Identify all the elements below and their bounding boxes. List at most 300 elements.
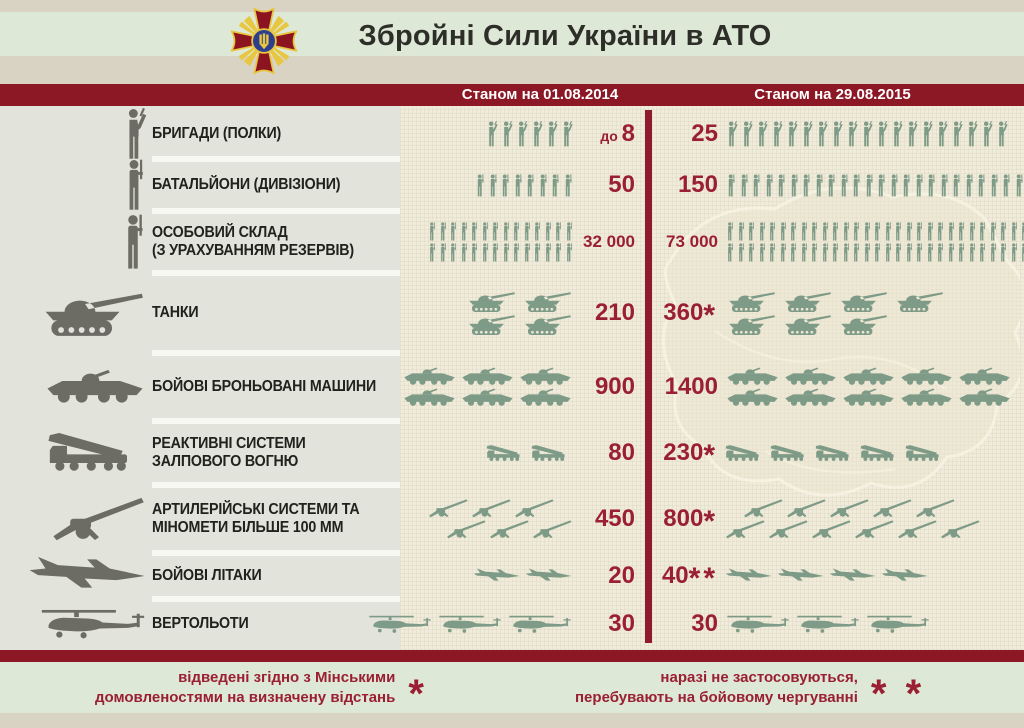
soldier-icon bbox=[914, 243, 924, 262]
artillery-icon bbox=[725, 520, 766, 539]
tank-icon bbox=[837, 314, 889, 335]
soldier-icon bbox=[988, 174, 1000, 197]
artillery-icon bbox=[743, 499, 784, 518]
mlrs-label bbox=[152, 421, 400, 485]
tank-icon bbox=[781, 314, 833, 335]
soldier-raised-icon bbox=[515, 121, 528, 147]
page-title: Збройні Сили України в АТО bbox=[358, 20, 772, 52]
jet-icon bbox=[777, 568, 825, 584]
apcs-2015-value bbox=[660, 373, 718, 401]
soldier-icon bbox=[553, 243, 563, 262]
personnel-2014-value bbox=[573, 232, 645, 252]
artillery-icon bbox=[940, 520, 981, 539]
mlrs-icon bbox=[725, 445, 767, 462]
category-label-line: БОЙОВІ БРОНЬОВАНІ МАШИНИ bbox=[152, 377, 377, 395]
soldier-icon bbox=[914, 222, 924, 241]
pictogram-row bbox=[725, 243, 1024, 262]
tank-icon bbox=[781, 291, 833, 312]
soldier-icon bbox=[950, 174, 962, 197]
soldier-icon bbox=[862, 222, 872, 241]
soldier-icon bbox=[522, 222, 532, 241]
helicopters-2015-pictograms bbox=[725, 614, 931, 635]
soldier-icon bbox=[904, 243, 914, 262]
soldier-icon bbox=[925, 174, 937, 197]
pictogram-row bbox=[725, 291, 945, 312]
artillery-icon bbox=[51, 497, 147, 542]
column-header-2015: Станом на 29.08.2015 bbox=[754, 86, 911, 103]
soldier-raised-icon bbox=[905, 121, 918, 147]
soldier-icon bbox=[480, 243, 490, 262]
value-number: 30 bbox=[691, 610, 718, 637]
tank-icon bbox=[521, 314, 573, 335]
helicopters-2015-cell bbox=[652, 610, 1024, 638]
pictogram-row bbox=[402, 388, 573, 407]
mlrs-icon bbox=[770, 445, 812, 462]
soldier-raised-icon bbox=[785, 121, 798, 147]
personnel-2014-pictograms bbox=[427, 222, 573, 262]
apc-icon bbox=[841, 367, 896, 386]
soldier-icon bbox=[736, 243, 746, 262]
artillery-icon bbox=[514, 499, 555, 518]
apcs-2014-value bbox=[573, 373, 645, 401]
artillery-2014-value bbox=[573, 505, 645, 533]
soldier-icon bbox=[820, 222, 830, 241]
jet-icon bbox=[881, 568, 929, 584]
soldier-icon bbox=[913, 174, 925, 197]
mlrs-2015-cell bbox=[652, 439, 1024, 472]
category-label-line: БОЙОВІ ЛІТАКИ bbox=[152, 566, 262, 584]
tanks-label bbox=[152, 273, 400, 353]
mlrs-category-icon-cell bbox=[0, 433, 152, 473]
apc-icon bbox=[783, 367, 838, 386]
soldier-icon bbox=[490, 243, 500, 262]
apcs-2015-cell bbox=[652, 367, 1024, 407]
brigades-2014-cell bbox=[400, 120, 645, 148]
mlrs-icon bbox=[905, 445, 947, 462]
jets-2014-value bbox=[573, 562, 645, 590]
soldier-icon bbox=[975, 174, 987, 197]
artillery-icon bbox=[915, 499, 956, 518]
soldier-raised-icon bbox=[995, 121, 1008, 147]
soldier-icon bbox=[900, 174, 912, 197]
row-mlrs bbox=[0, 421, 1024, 485]
row-helicopters bbox=[0, 599, 1024, 649]
soldier-icon bbox=[532, 222, 542, 241]
value-number: 800 bbox=[663, 505, 704, 532]
tanks-2015-value bbox=[660, 299, 718, 332]
pictogram-row bbox=[465, 314, 573, 335]
value-number: 360 bbox=[663, 299, 704, 326]
soldier-raised-icon bbox=[875, 121, 888, 147]
apcs-category-icon-cell bbox=[0, 369, 152, 405]
soldier-icon bbox=[998, 243, 1008, 262]
artillery-icon bbox=[446, 520, 487, 539]
soldier-icon bbox=[988, 243, 998, 262]
soldier-raised-icon bbox=[935, 121, 948, 147]
mlrs-icon bbox=[531, 445, 573, 462]
soldier-icon bbox=[841, 222, 851, 241]
soldier-raised-icon bbox=[920, 121, 933, 147]
tanks-2014-cell bbox=[400, 291, 645, 335]
soldier-icon bbox=[1000, 174, 1012, 197]
mlrs-2014-pictograms bbox=[486, 445, 573, 462]
soldier-icon bbox=[820, 243, 830, 262]
soldier-icon bbox=[427, 243, 437, 262]
footnote-line: перебувають на бойовому чергуванні bbox=[575, 688, 858, 706]
value-number: 1400 bbox=[664, 373, 718, 400]
jet-icon bbox=[725, 568, 773, 584]
tanks-category-icon-cell bbox=[0, 291, 152, 336]
soldier-icon bbox=[838, 174, 850, 197]
soldier-icon bbox=[480, 222, 490, 241]
pictogram-row bbox=[725, 445, 947, 462]
soldier-icon bbox=[725, 243, 735, 262]
soldier-icon bbox=[778, 222, 788, 241]
row-personnel bbox=[0, 211, 1024, 273]
tanks-2014-pictograms bbox=[465, 291, 573, 335]
soldier-raised-icon bbox=[755, 121, 768, 147]
helicopters-2014-cell bbox=[400, 610, 645, 638]
soldier-icon bbox=[977, 243, 987, 262]
apc-icon bbox=[43, 369, 147, 405]
jet-icon bbox=[473, 568, 521, 584]
helicopters-2015-value bbox=[660, 610, 718, 638]
helicopters-category-icon-cell bbox=[0, 607, 152, 642]
brigades-category-icon-cell bbox=[0, 108, 152, 160]
category-label-line: ВЕРТОЛЬОТИ bbox=[152, 614, 249, 632]
apc-icon bbox=[518, 388, 573, 407]
tanks-2014-value bbox=[573, 299, 645, 327]
soldier-icon bbox=[438, 222, 448, 241]
soldier-icon bbox=[1013, 174, 1024, 197]
soldier-raised-icon bbox=[815, 121, 828, 147]
pictogram-row bbox=[427, 222, 573, 241]
soldier-icon bbox=[967, 222, 977, 241]
soldier-raised-icon bbox=[560, 121, 573, 147]
helicopter-icon bbox=[39, 607, 147, 642]
soldier-icon bbox=[850, 174, 862, 197]
soldier-icon bbox=[499, 174, 511, 197]
soldier-icon bbox=[935, 222, 945, 241]
jets-2015-cell bbox=[652, 562, 1024, 595]
soldier-icon bbox=[750, 174, 762, 197]
pictogram-row bbox=[725, 388, 1012, 407]
battalions-label bbox=[152, 159, 400, 211]
category-label-line: БАТАЛЬЙОНИ (ДИВІЗІОНИ) bbox=[152, 175, 341, 193]
soldier-icon bbox=[904, 222, 914, 241]
soldier-icon bbox=[119, 214, 147, 270]
category-label-line: ОСОБОВИЙ СКЛАД bbox=[152, 223, 288, 241]
soldier-icon bbox=[459, 222, 469, 241]
value-number: 80 bbox=[608, 439, 635, 466]
equipment-rows bbox=[0, 106, 1024, 649]
soldier-icon bbox=[977, 222, 987, 241]
soldier-icon bbox=[967, 243, 977, 262]
soldier-icon bbox=[788, 174, 800, 197]
soldier-icon bbox=[799, 243, 809, 262]
soldier-icon bbox=[956, 222, 966, 241]
value-number: 450 bbox=[594, 505, 635, 532]
artillery-2015-cell bbox=[652, 499, 1024, 539]
soldier-icon bbox=[746, 222, 756, 241]
helicopters-label bbox=[152, 599, 400, 649]
soldier-icon bbox=[767, 243, 777, 262]
soldier-icon bbox=[1009, 222, 1019, 241]
asterisk-mark: * bbox=[703, 505, 718, 538]
soldier-icon bbox=[888, 174, 900, 197]
soldier-icon bbox=[872, 222, 882, 241]
value-number: 32 000 bbox=[583, 232, 635, 251]
soldier-icon bbox=[564, 243, 574, 262]
pictogram-row bbox=[485, 121, 573, 147]
soldier-raised-icon bbox=[485, 121, 498, 147]
value-number: 8 bbox=[621, 120, 635, 147]
category-label-line: АРТИЛЕРІЙСЬКІ СИСТЕМИ ТА bbox=[152, 500, 360, 518]
soldier-icon bbox=[1019, 243, 1024, 262]
soldier-icon bbox=[725, 222, 735, 241]
pictogram-row bbox=[486, 445, 573, 462]
tank-icon bbox=[37, 291, 147, 336]
brigades-2015-cell bbox=[652, 120, 1024, 148]
artillery-icon bbox=[428, 499, 469, 518]
artillery-icon bbox=[532, 520, 573, 539]
soldier-icon bbox=[863, 174, 875, 197]
jet-icon bbox=[829, 568, 877, 584]
mlrs-2014-cell bbox=[400, 439, 645, 467]
pictogram-row bbox=[427, 243, 573, 262]
value-number: 50 bbox=[608, 171, 635, 198]
soldier-icon bbox=[549, 174, 561, 197]
soldier-raised-icon bbox=[965, 121, 978, 147]
footer-red-bar bbox=[0, 650, 1024, 662]
category-label-line: ЗАЛПОВОГО ВОГНЮ bbox=[152, 453, 299, 470]
footnote-line: відведені згідно з Мінськими bbox=[178, 669, 396, 686]
personnel-2014-cell bbox=[400, 222, 645, 262]
soldier-raised-icon bbox=[740, 121, 753, 147]
soldier-icon bbox=[946, 222, 956, 241]
row-tanks bbox=[0, 273, 1024, 353]
brigades-2014-value bbox=[573, 120, 645, 148]
soldier-icon bbox=[501, 243, 511, 262]
artillery-icon bbox=[897, 520, 938, 539]
apc-icon bbox=[783, 388, 838, 407]
soldier-icon bbox=[448, 243, 458, 262]
soldier-icon bbox=[809, 222, 819, 241]
pictogram-row bbox=[402, 367, 573, 386]
artillery-2015-pictograms bbox=[725, 499, 981, 539]
apc-icon bbox=[460, 367, 515, 386]
soldier-icon bbox=[1009, 243, 1019, 262]
soldier-icon bbox=[438, 243, 448, 262]
helicopter-icon bbox=[507, 614, 573, 635]
category-label-line: БРИГАДИ (ПОЛКИ) bbox=[152, 124, 282, 142]
soldier-raised-icon bbox=[121, 108, 147, 160]
artillery-icon bbox=[829, 499, 870, 518]
soldier-icon bbox=[925, 243, 935, 262]
battalions-2015-pictograms bbox=[725, 174, 1024, 197]
footnote-minsk-text bbox=[95, 668, 395, 707]
soldier-icon bbox=[757, 243, 767, 262]
soldier-icon bbox=[893, 243, 903, 262]
artillery-icon bbox=[872, 499, 913, 518]
soldier-icon bbox=[875, 174, 887, 197]
soldier-icon bbox=[825, 174, 837, 197]
soldier-raised-icon bbox=[860, 121, 873, 147]
tank-icon bbox=[725, 314, 777, 335]
helicopter-icon bbox=[725, 614, 791, 635]
footnote-line: наразі не застосовуються, bbox=[660, 669, 858, 686]
pictogram-row bbox=[465, 291, 573, 312]
soldier-raised-icon bbox=[530, 121, 543, 147]
soldier-icon bbox=[862, 243, 872, 262]
personnel-2015-value bbox=[660, 232, 718, 252]
value-number: 20 bbox=[608, 562, 635, 589]
mlrs-icon bbox=[860, 445, 902, 462]
tanks-2015-cell bbox=[652, 291, 1024, 335]
value-number: 25 bbox=[691, 120, 718, 147]
soldier-icon bbox=[524, 174, 536, 197]
soldier-raised-icon bbox=[800, 121, 813, 147]
soldier-icon bbox=[830, 243, 840, 262]
helicopter-icon bbox=[437, 614, 503, 635]
soldier-icon bbox=[746, 243, 756, 262]
pictogram-row bbox=[725, 568, 929, 584]
apc-icon bbox=[725, 367, 780, 386]
soldier-icon bbox=[725, 174, 737, 197]
tank-icon bbox=[465, 314, 517, 335]
apc-icon bbox=[841, 388, 896, 407]
soldier-icon bbox=[841, 243, 851, 262]
artillery-2014-cell bbox=[400, 499, 645, 539]
soldier-icon bbox=[851, 243, 861, 262]
battalions-2014-pictograms bbox=[474, 174, 573, 197]
value-number: 73 000 bbox=[666, 232, 718, 251]
apc-icon bbox=[725, 388, 780, 407]
soldier-raised-icon bbox=[500, 121, 513, 147]
soldier-raised-icon bbox=[890, 121, 903, 147]
mlrs-icon bbox=[47, 433, 147, 473]
value-number: 30 bbox=[608, 610, 635, 637]
footnote-line: домовленостями на визначену відстань bbox=[95, 688, 396, 706]
jets-2015-value bbox=[660, 562, 718, 595]
mlrs-icon bbox=[815, 445, 857, 462]
pictogram-row bbox=[725, 520, 981, 539]
soldier-icon bbox=[564, 222, 574, 241]
soldier-icon bbox=[799, 222, 809, 241]
artillery-icon bbox=[811, 520, 852, 539]
soldier-icon bbox=[938, 174, 950, 197]
pictogram-row bbox=[428, 520, 573, 539]
pictogram-row bbox=[725, 121, 1008, 147]
pictogram-row bbox=[725, 222, 1024, 241]
mlrs-2014-value bbox=[573, 439, 645, 467]
personnel-2015-cell bbox=[652, 222, 1024, 262]
personnel-label bbox=[152, 211, 400, 273]
footnote-minsk: відведені згідно з Мінськими домовленостями на визначену відстань * bbox=[95, 669, 428, 716]
soldier-icon bbox=[738, 174, 750, 197]
soldier-icon bbox=[767, 222, 777, 241]
soldier-icon bbox=[469, 243, 479, 262]
soldier-icon bbox=[998, 222, 1008, 241]
battalions-category-icon-cell bbox=[0, 159, 152, 211]
soldier-icon bbox=[788, 243, 798, 262]
soldier-icon bbox=[543, 243, 553, 262]
soldier-icon bbox=[893, 222, 903, 241]
soldier-icon bbox=[469, 222, 479, 241]
artillery-icon bbox=[786, 499, 827, 518]
soldier-icon bbox=[487, 174, 499, 197]
soldier-icon bbox=[474, 174, 486, 197]
soldier-icon bbox=[775, 174, 787, 197]
column-header-2014: Станом на 01.08.2014 bbox=[461, 86, 619, 103]
jets-2015-pictograms bbox=[725, 568, 929, 584]
soldier-icon bbox=[757, 222, 767, 241]
pictogram-row bbox=[474, 174, 573, 197]
soldier-icon bbox=[883, 222, 893, 241]
soldier-icon bbox=[788, 222, 798, 241]
soldier-raised-icon bbox=[980, 121, 993, 147]
value-number: 210 bbox=[594, 299, 635, 326]
pictogram-row bbox=[725, 614, 931, 635]
personnel-category-icon-cell bbox=[0, 214, 152, 270]
artillery-2014-pictograms bbox=[428, 499, 573, 539]
helicopters-2014-value bbox=[573, 610, 645, 638]
soldier-icon bbox=[490, 222, 500, 241]
apc-icon bbox=[402, 367, 457, 386]
brigades-label bbox=[152, 109, 400, 159]
soldier-icon bbox=[935, 243, 945, 262]
soldier-icon bbox=[851, 222, 861, 241]
artillery-icon bbox=[768, 520, 809, 539]
soldier-icon bbox=[946, 243, 956, 262]
tank-icon bbox=[521, 291, 573, 312]
pictogram-row bbox=[473, 568, 573, 584]
value-number: 40 bbox=[661, 562, 689, 589]
pictogram-row bbox=[743, 499, 981, 518]
battalions-2015-cell bbox=[652, 171, 1024, 199]
soldier-icon bbox=[532, 243, 542, 262]
battalions-2014-cell bbox=[400, 171, 645, 199]
brigades-2015-pictograms bbox=[725, 121, 1008, 147]
soldier-icon bbox=[553, 222, 563, 241]
row-brigades bbox=[0, 109, 1024, 159]
jets-category-icon-cell bbox=[0, 556, 152, 596]
soldier-icon bbox=[830, 222, 840, 241]
artillery-label bbox=[152, 485, 400, 553]
artillery-category-icon-cell bbox=[0, 497, 152, 542]
asterisk-mark: ** bbox=[688, 562, 718, 595]
apc-icon bbox=[957, 367, 1012, 386]
apcs-2014-cell bbox=[400, 367, 645, 407]
mlrs-2015-value bbox=[660, 439, 718, 472]
value-number: 230 bbox=[663, 439, 704, 466]
apc-icon bbox=[460, 388, 515, 407]
soldier-icon bbox=[800, 174, 812, 197]
jet-icon bbox=[29, 556, 147, 596]
pictogram-row bbox=[725, 367, 1012, 386]
soldier-icon bbox=[543, 222, 553, 241]
battalions-2015-value bbox=[660, 171, 718, 199]
soldier-icon bbox=[427, 222, 437, 241]
artillery-icon bbox=[471, 499, 512, 518]
armed-forces-emblem-icon bbox=[228, 3, 300, 79]
tank-icon bbox=[837, 291, 889, 312]
soldier-icon bbox=[988, 222, 998, 241]
category-label-line: (З УРАХУВАННЯМ РЕЗЕРВІВ) bbox=[152, 242, 354, 259]
apcs-label bbox=[152, 353, 400, 421]
pictogram-row bbox=[725, 174, 1024, 197]
tanks-2015-pictograms bbox=[725, 291, 945, 335]
